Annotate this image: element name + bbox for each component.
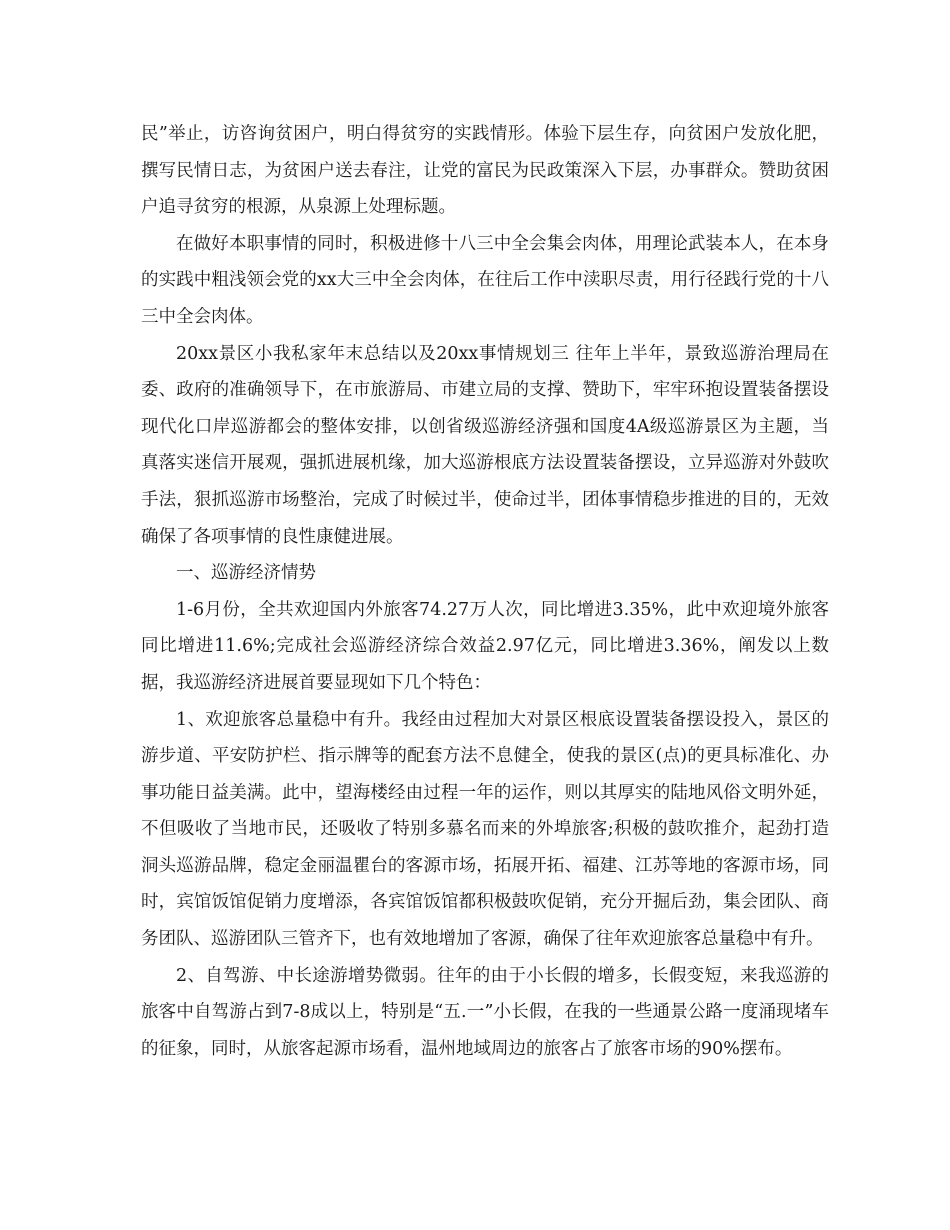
paragraph-5: 1、欢迎旅客总量稳中有升。我经由过程加大对景区根底设置装备摆设投入，景区的游步道、平安防护栏、指示牌等的配套方法不息健全，使我的景区(点)的更具标准化、办事功能日益美满。此中，望海楼经由过程一年的运作，则以其厚实的陆地风俗文明外延，不但吸收了当地市民，还吸收了特别多慕名而来的外埠旅客;积极的鼓吹推介，起劲打造洞头巡游品牌，稳定金丽温瞿台的客源市场，拓展开拓、福建、江苏等地的客源市场，同时，宾馆饭馆促销力度增添，各宾馆饭馆都积极鼓吹促销，充分开掘后劲，集会团队、商务团队、巡游团队三管齐下，也有效地增加了客源，确保了往年欢迎旅客总量稳中有升。	[141, 709, 829, 950]
section-heading: 一、巡游经济情势	[176, 563, 316, 584]
paragraph-6: 2、自驾游、中长途游增势微弱。往年的由于小长假的增多，长假变短，来我巡游的旅客中自驾游占到7-8成以上，特别是“五.一”小长假，在我的一些通景公路一度涌现堵车的征象，同时，从旅客起源市场看，温州地域周边的旅客占了旅客市场的90%摆布。	[141, 965, 829, 1059]
paragraph-1: 民”举止，访咨询贫困户，明白得贫穷的实践情形。体验下层生存，向贫困户发放化肥，撰写民情日志，为贫困户送去春注，让党的富民为民政策深入下层，办事群众。赞助贫困户追寻贫穷的根源，从泉源上处理标题。	[141, 124, 829, 218]
document-body	[141, 116, 829, 1067]
paragraph-4: 1-6月份，全共欢迎国内外旅客74.27万人次，同比增进3.35%，此中欢迎境外旅客同比增进11.6%;完成社会巡游经济综合效益2.97亿元，同比增进3.36%，阐发以上数据，我巡游经济进展首要显现如下几个特色：	[141, 599, 829, 693]
paragraph-2: 在做好本职事情的同时，积极进修十八三中全会集会肉体，用理论武装本人，在本身的实践中粗浅领会党的xx大三中全会肉体，在往后工作中渎职尽责，用行径践行党的十八三中全会肉体。	[141, 233, 829, 327]
paragraph-3: 20xx景区小我私家年末总结以及20xx事情规划三 往年上半年，景致巡游治理局在委、政府的准确领导下，在市旅游局、市建立局的支撑、赞助下，牢牢环抱设置装备摆设现代化口岸巡游都会的整体安排，以创省级巡游经济强和国度4A级巡游景区为主题，当真落实迷信开展观，强抓进展机缘，加大巡游根底方法设置装备摆设，立异巡游对外鼓吹手法，狠抓巡游市场整治，完成了时候过半，使命过半，团体事情稳步推进的目的，无效确保了各项事情的良性康健进展。	[141, 343, 829, 547]
